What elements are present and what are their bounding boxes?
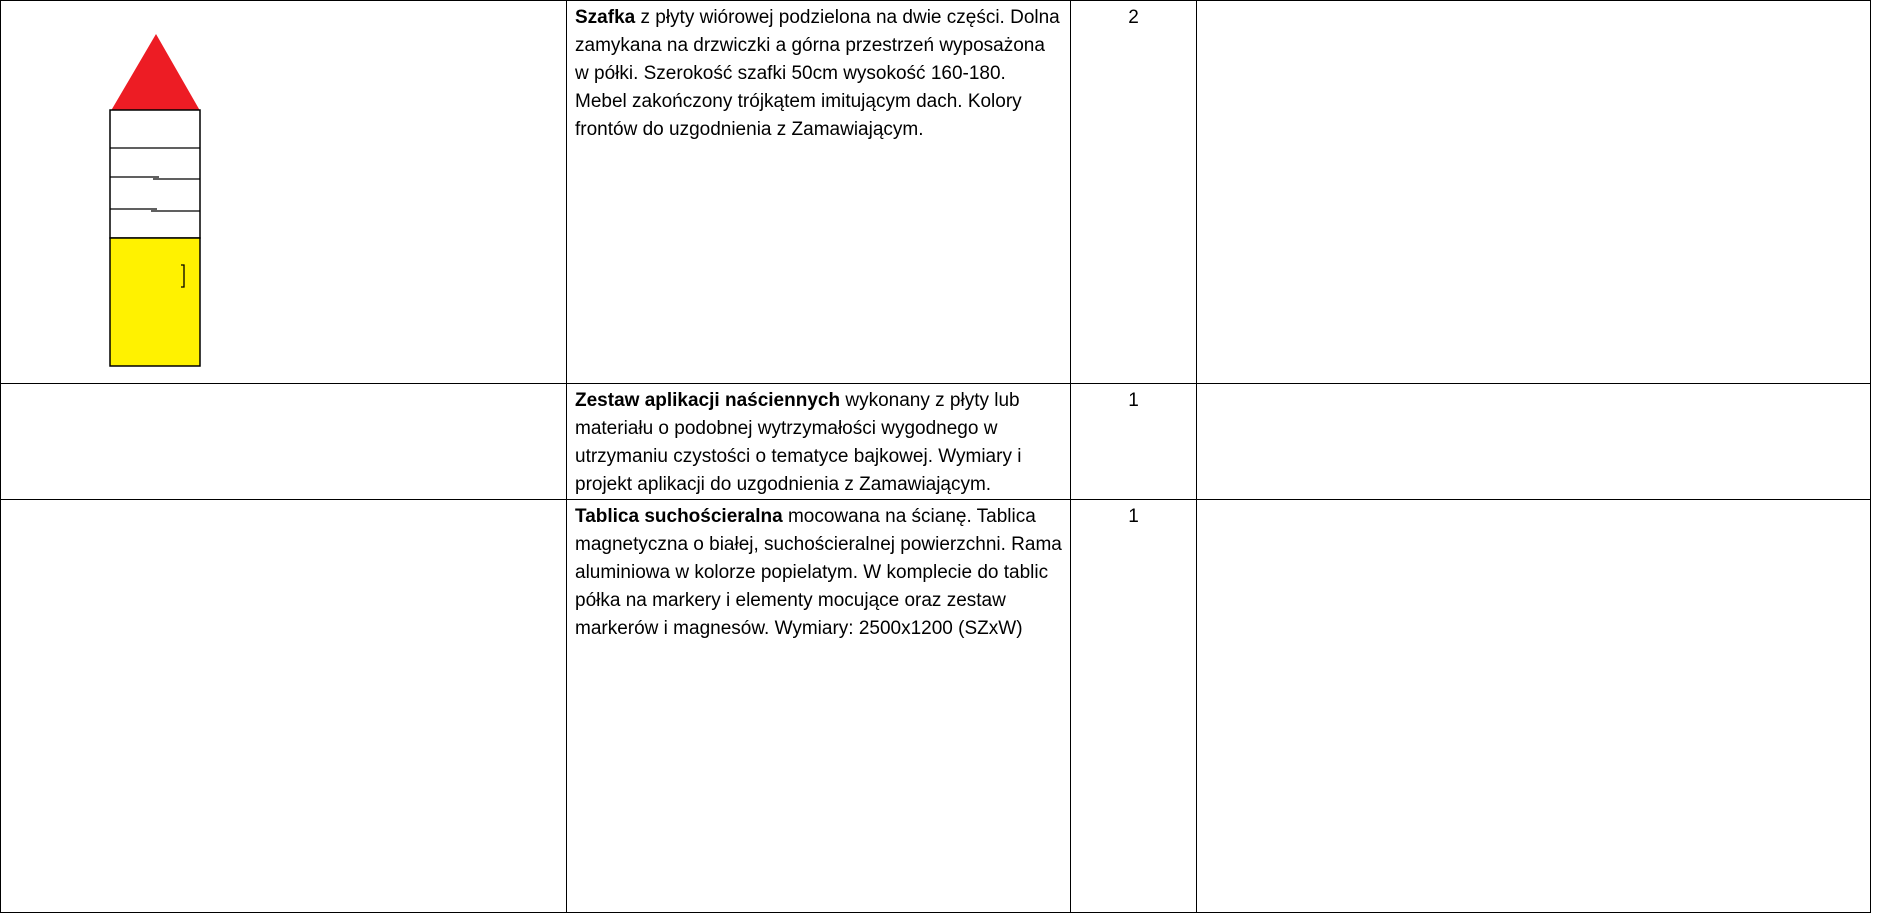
item-quantity: 1 (1128, 506, 1139, 527)
quantity-cell (1071, 1, 1197, 384)
item-quantity: 2 (1128, 7, 1139, 28)
item-description: z płyty wiórowej podzielona na dwie części. Dolna zamykana na drzwiczki a górna przestrzeń wyposażona w półki. Szerokość szafki 50cm wysokość 160-180. Mebel zakończony trójkątem imitującym dach. Kolory frontów do uzgodnienia z Zamawiającym. (575, 7, 1060, 140)
table-row (1, 1, 1871, 384)
illustration-cell (1, 384, 567, 500)
quantity-cell (1071, 384, 1197, 500)
description-cell (567, 500, 1071, 913)
illustration-cell (1, 1, 567, 384)
notes-cell (1197, 1, 1871, 384)
notes-cell (1197, 500, 1871, 913)
cabinet-door (110, 238, 200, 366)
cabinet-roof (112, 35, 199, 110)
table-row (1, 384, 1871, 500)
item-name: Tablica suchościeralna (575, 506, 783, 527)
item-quantity: 1 (1128, 390, 1139, 411)
cabinet-shelf-section (110, 110, 200, 238)
item-description: mocowana na ścianę. Tablica magnetyczna o białej, suchościeralnej powierzchni. Rama aluminiowa w kolorze popielatym. W komplecie do tablic półka na markery i elementy mocujące oraz zestaw markerów i magnesów. Wymiary: 2500x1200 (SZxW) (575, 506, 1062, 639)
table-row (1, 500, 1871, 913)
cabinet-illustration (109, 33, 203, 369)
quantity-cell (1071, 500, 1197, 913)
description-cell (567, 1, 1071, 384)
illustration-cell (1, 500, 567, 913)
notes-cell (1197, 384, 1871, 500)
item-description: wykonany z płyty lub materiału o podobnej wytrzymałości wygodnego w utrzymaniu czystości o tematyce bajkowej. Wymiary i projekt aplikacji do uzgodnienia z Zamawiającym. (575, 390, 1022, 495)
item-name: Zestaw aplikacji naściennych (575, 390, 841, 411)
item-name: Szafka (575, 7, 636, 28)
description-cell (567, 384, 1071, 500)
